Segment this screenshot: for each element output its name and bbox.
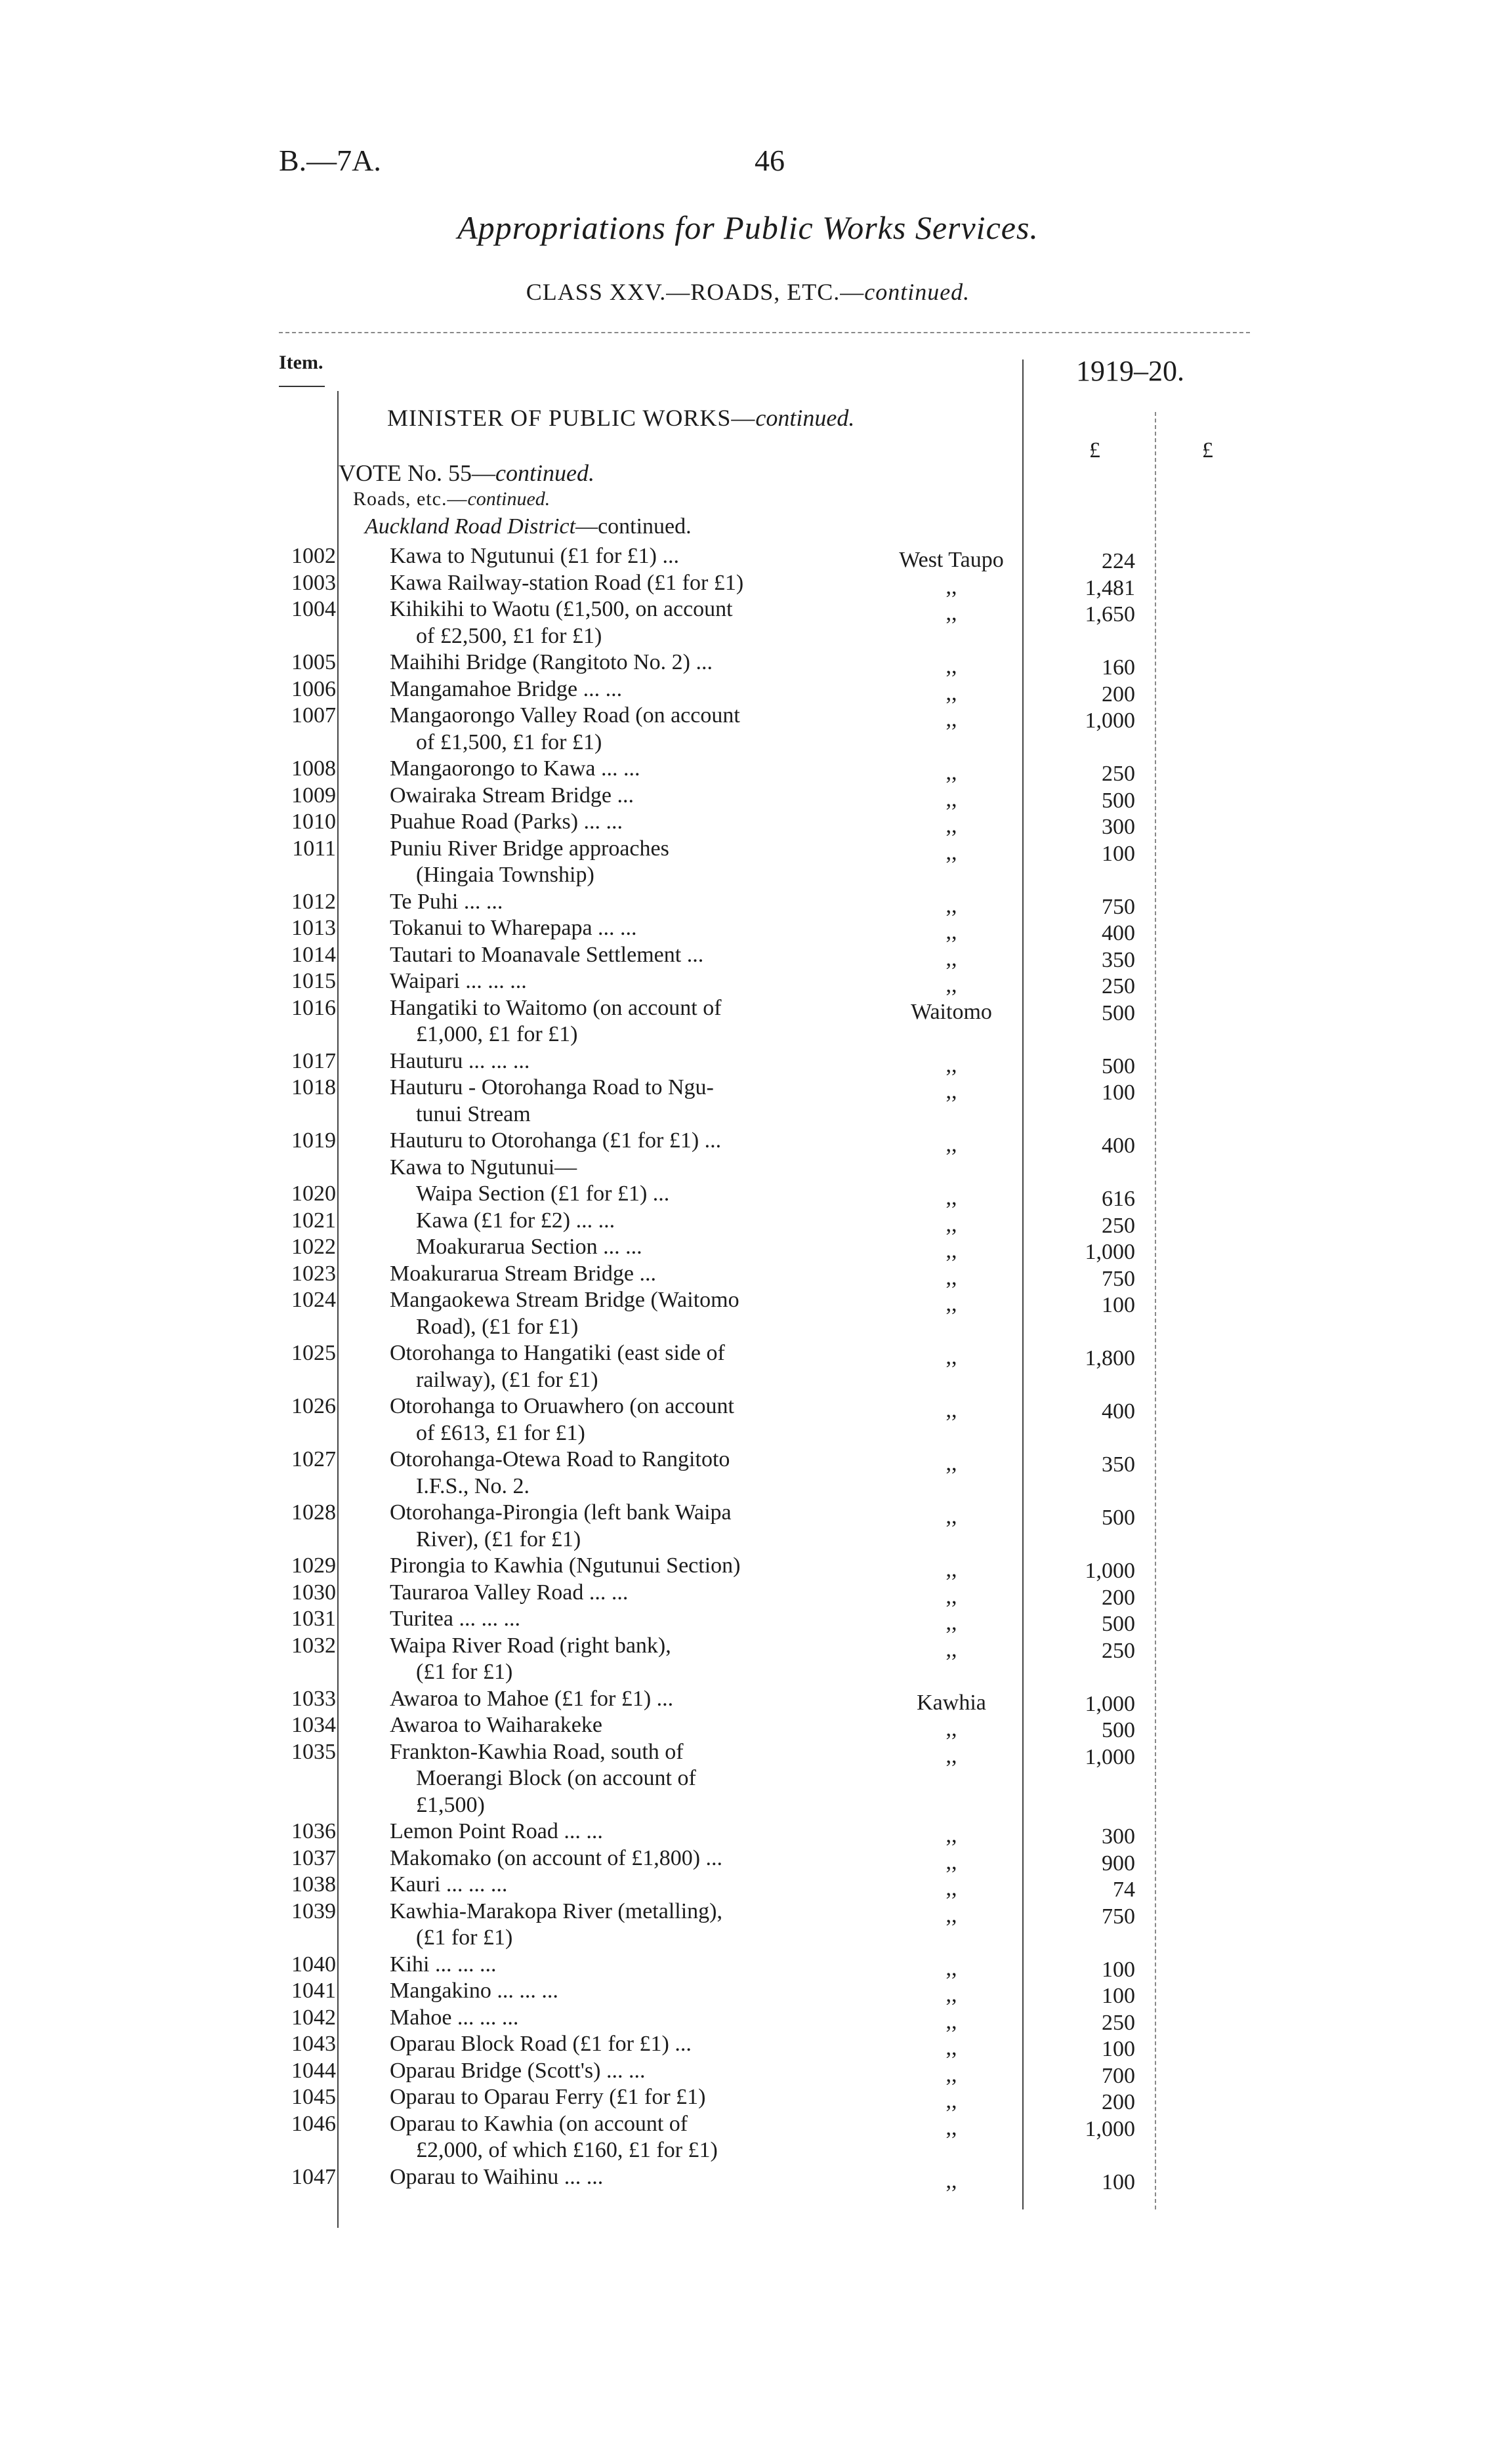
item-district: ,,: [945, 1265, 957, 1290]
item-description: Kauri ... ... ...: [390, 1872, 508, 1897]
item-number: 1039: [291, 1899, 336, 1923]
item-number: 1037: [291, 1845, 336, 1870]
item-district: ,,: [945, 1132, 957, 1157]
item-district: ,,: [945, 654, 957, 678]
item-description: Kihikihi to Waotu (£1,500, on account: [390, 597, 733, 621]
item-number: 1029: [291, 1553, 336, 1578]
item-description: Kawa to Ngutunui (£1 for £1) ...: [390, 544, 679, 568]
item-number: 1013: [291, 916, 336, 940]
item-district: ,,: [945, 760, 957, 785]
item-number: 1024: [291, 1288, 336, 1312]
item-description: Mangaorongo Valley Road (on account: [390, 703, 740, 728]
item-description: Oparau to Waihinu ... ...: [390, 2164, 604, 2189]
item-description-cont: of £1,500, £1 for £1): [416, 729, 602, 754]
item-description-cont: £2,000, of which £160, £1 for £1): [416, 2138, 718, 2162]
item-description: Kawa Railway-station Road (£1 for £1): [390, 570, 744, 595]
item-district: ,,: [945, 2009, 957, 2034]
item-amount: 74: [1113, 1878, 1135, 1902]
item-description-cont: (£1 for £1): [416, 1925, 513, 1950]
item-number: 1020: [291, 1181, 336, 1206]
item-amount: 900: [1102, 1851, 1135, 1876]
item-description: Awaroa to Waiharakeke: [390, 1713, 602, 1737]
roads-cont: continued.: [467, 488, 551, 510]
item-description: Mangamahoe Bridge ... ...: [390, 676, 623, 701]
item-number: 1035: [291, 1739, 336, 1764]
item-amount: 200: [1102, 2090, 1135, 2114]
item-amount: 1,000: [1085, 1744, 1135, 1769]
item-number: 1018: [291, 1075, 336, 1099]
item-number: 1017: [291, 1048, 336, 1073]
item-district: ,,: [945, 601, 957, 625]
item-description: Oparau to Oparau Ferry (£1 for £1): [390, 2085, 706, 2109]
item-amount: 750: [1102, 894, 1135, 919]
item-number: 1032: [291, 1633, 336, 1658]
item-district: ,,: [945, 1292, 957, 1316]
item-number: 1012: [291, 889, 336, 914]
item-number: 1003: [291, 570, 336, 595]
item-description: Hauturu to Otorohanga (£1 for £1) ...: [390, 1128, 722, 1153]
page-number: 46: [755, 144, 785, 177]
item-number: 1038: [291, 1872, 336, 1897]
item-amount: 500: [1102, 1718, 1135, 1742]
item-description-cont: I.F.S., No. 2.: [416, 1473, 530, 1498]
item-description-cont: Road), (£1 for £1): [416, 1314, 579, 1339]
item-amount: 250: [1102, 1213, 1135, 1238]
item-amount: 500: [1102, 1506, 1135, 1530]
item-amount: 1,481: [1085, 575, 1135, 600]
item-district: ,,: [945, 1584, 957, 1609]
item-district: ,,: [945, 2089, 957, 2113]
item-description: Maihihi Bridge (Rangitoto No. 2) ...: [390, 650, 713, 674]
item-amount: 224: [1102, 549, 1135, 573]
item-amount: 1,000: [1085, 1691, 1135, 1716]
item-number: 1007: [291, 703, 336, 728]
item-number: 1011: [292, 836, 336, 861]
item-amount: 500: [1102, 1000, 1135, 1025]
item-amount: 700: [1102, 2063, 1135, 2088]
item-number: 1028: [291, 1500, 336, 1525]
item-number: 1034: [291, 1713, 336, 1737]
roads-text: Roads, etc.—: [353, 488, 468, 510]
item-description: Lemon Point Road ... ...: [390, 1819, 603, 1843]
item-district: Waitomo: [911, 999, 992, 1024]
item-district: ,,: [945, 1079, 957, 1103]
item-district: ,,: [945, 787, 957, 811]
item-amount: 1,000: [1085, 2116, 1135, 2141]
district-cont: —continued.: [575, 514, 692, 539]
item-description-cont: of £2,500, £1 for £1): [416, 623, 602, 648]
item-amount: 200: [1102, 682, 1135, 707]
item-number: 1014: [291, 942, 336, 967]
item-district: ,,: [945, 1451, 957, 1475]
item-description: Mangakino ... ... ...: [390, 1979, 558, 2003]
item-number: 1006: [291, 676, 336, 701]
item-district: ,,: [945, 1717, 957, 1741]
item-number: 1019: [291, 1128, 336, 1153]
item-number: 1008: [291, 756, 336, 781]
item-description: Otorohanga to Oruawhero (on account: [390, 1394, 734, 1418]
item-district: ,,: [945, 1212, 957, 1237]
item-amount: 100: [1102, 1293, 1135, 1317]
item-district: ,,: [945, 1849, 957, 1874]
item-district: ,,: [945, 893, 957, 918]
vote-cont: continued.: [495, 460, 594, 486]
item-district: ,,: [945, 574, 957, 599]
item-number: 1010: [291, 810, 336, 834]
item-district: West Taupo: [899, 548, 1004, 572]
item-amount: 250: [1102, 974, 1135, 998]
item-description: Kawa to Ngutunui—: [390, 1155, 577, 1180]
item-description: Mangaokewa Stream Bridge (Waitomo: [390, 1288, 739, 1312]
item-description: Hauturu - Otorohanga Road to Ngu-: [390, 1075, 714, 1099]
item-description-cont: Moerangi Block (on account of: [416, 1766, 696, 1790]
item-district: ,,: [945, 946, 957, 971]
item-description: Otorohanga-Otewa Road to Rangitoto: [390, 1447, 730, 1471]
item-number: 1042: [291, 2005, 336, 2030]
item-district: ,,: [945, 680, 957, 705]
item-description: Pirongia to Kawhia (Ngutunui Section): [390, 1553, 741, 1578]
district-text: Auckland Road District: [365, 514, 576, 539]
item-number: 1016: [291, 995, 336, 1020]
item-description-cont: tunui Stream: [416, 1101, 531, 1126]
item-description-cont: (Hingaia Township): [416, 863, 594, 887]
item-district: ,,: [945, 1956, 957, 1981]
item-number: 1046: [291, 2111, 336, 2136]
item-number: 1025: [291, 1341, 336, 1365]
item-description: Mangaorongo to Kawa ... ...: [390, 756, 640, 781]
item-amount: 300: [1102, 1824, 1135, 1849]
item-description: Turitea ... ... ...: [390, 1607, 520, 1631]
item-number: 1021: [291, 1208, 336, 1233]
item-amount: 1,000: [1085, 1240, 1135, 1264]
item-district: ,,: [945, 707, 957, 731]
item-description-cont: railway), (£1 for £1): [416, 1367, 598, 1392]
item-district: ,,: [945, 1637, 957, 1662]
item-number: 1026: [291, 1394, 336, 1418]
item-amount: 1,000: [1085, 1559, 1135, 1583]
item-description-cont: (£1 for £1): [416, 1660, 513, 1684]
item-description: Tauraroa Valley Road ... ...: [390, 1580, 629, 1605]
item-description: Otorohanga to Hangatiki (east side of: [390, 1341, 725, 1365]
item-district: ,,: [945, 1823, 957, 1847]
item-amount: 616: [1102, 1187, 1135, 1211]
item-description: Oparau to Kawhia (on account of: [390, 2111, 688, 2136]
item-amount: 400: [1102, 921, 1135, 945]
item-amount: 500: [1102, 1054, 1135, 1078]
item-description: Moakurarua Stream Bridge ...: [390, 1261, 656, 1286]
item-amount: 500: [1102, 1612, 1135, 1636]
item-district: Kawhia: [917, 1690, 986, 1715]
item-amount: 350: [1102, 947, 1135, 972]
item-number: 1004: [291, 597, 336, 621]
item-amount: 200: [1102, 1585, 1135, 1610]
item-description: Makomako (on account of £1,800) ...: [390, 1845, 723, 1870]
item-amount: 1,650: [1085, 602, 1135, 626]
item-amount: 1,800: [1085, 1346, 1135, 1370]
year-header: 1919–20.: [1076, 355, 1184, 387]
item-amount: 100: [1102, 1080, 1135, 1105]
item-description: Moakurarua Section ... ...: [416, 1235, 642, 1259]
item-district: ,,: [945, 1876, 957, 1900]
item-description: Tautari to Moanavale Settlement ...: [390, 942, 704, 967]
item-district: ,,: [945, 1239, 957, 1263]
item-description: Puniu River Bridge approaches: [390, 836, 669, 861]
item-description: Te Puhi ... ...: [390, 889, 503, 914]
item-amount: 100: [1102, 841, 1135, 866]
class-heading-text: CLASS XXV.—ROADS, ETC.—: [526, 279, 865, 305]
item-description: Kihi ... ... ...: [390, 1952, 497, 1977]
item-district: ,,: [945, 2115, 957, 2140]
item-amount: 100: [1102, 1957, 1135, 1982]
item-description: Owairaka Stream Bridge ...: [390, 783, 634, 808]
minister-text: MINISTER OF PUBLIC WORKS—: [387, 405, 756, 431]
item-description: Kawhia-Marakopa River (metalling),: [390, 1899, 722, 1923]
item-description: Oparau Block Road (£1 for £1) ...: [390, 2032, 692, 2056]
item-description: Waipa River Road (right bank),: [390, 1633, 671, 1658]
item-district: ,,: [945, 1743, 957, 1768]
item-description-cont: of £613, £1 for £1): [416, 1420, 585, 1445]
item-amount: 250: [1102, 1638, 1135, 1663]
vote-text: VOTE No. 55—: [339, 460, 495, 486]
item-district: ,,: [945, 1902, 957, 1927]
item-description: Tokanui to Wharepapa ... ...: [390, 916, 637, 940]
item-district: ,,: [945, 1982, 957, 2007]
item-number: 1031: [291, 1607, 336, 1631]
item-description-cont: £1,000, £1 for £1): [416, 1022, 578, 1046]
item-number: 1009: [291, 783, 336, 808]
item-district: ,,: [945, 973, 957, 997]
item-number: 1044: [291, 2058, 336, 2083]
item-district: ,,: [945, 1398, 957, 1422]
item-district: ,,: [945, 1345, 957, 1369]
item-number: 1047: [291, 2164, 336, 2189]
item-description: Mahoe ... ... ...: [390, 2005, 519, 2030]
item-district: ,,: [945, 920, 957, 944]
item-number: 1023: [291, 1261, 336, 1286]
item-description: Awaroa to Mahoe (£1 for £1) ...: [390, 1686, 674, 1711]
item-amount: 100: [1102, 2169, 1135, 2194]
item-district: ,,: [945, 2062, 957, 2087]
item-amount: 100: [1102, 2037, 1135, 2061]
item-district: ,,: [945, 813, 957, 838]
item-district: ,,: [945, 2168, 957, 2193]
item-number: 1030: [291, 1580, 336, 1605]
item-column-header: Item.: [279, 352, 323, 373]
item-district: ,,: [945, 2036, 957, 2060]
item-district: ,,: [945, 1557, 957, 1582]
item-amount: 250: [1102, 762, 1135, 786]
item-number: 1005: [291, 650, 336, 674]
item-amount: 300: [1102, 815, 1135, 839]
item-amount: 160: [1102, 655, 1135, 680]
item-description-cont: River), (£1 for £1): [416, 1527, 581, 1551]
item-number: 1040: [291, 1952, 336, 1977]
item-number: 1002: [291, 544, 336, 568]
item-amount: 750: [1102, 1904, 1135, 1929]
item-description: Puahue Road (Parks) ... ...: [390, 810, 623, 834]
item-number: 1043: [291, 2032, 336, 2056]
item-district: ,,: [945, 1185, 957, 1210]
item-number: 1015: [291, 969, 336, 993]
item-number: 1033: [291, 1686, 336, 1711]
item-number: 1045: [291, 2085, 336, 2109]
item-amount: 400: [1102, 1134, 1135, 1158]
item-description-cont: £1,500): [416, 1792, 485, 1817]
item-amount: 100: [1102, 1984, 1135, 2008]
item-district: ,,: [945, 1052, 957, 1077]
item-district: ,,: [945, 1611, 957, 1635]
item-description: Oparau Bridge (Scott's) ... ...: [390, 2058, 646, 2083]
class-heading-cont: continued.: [864, 279, 970, 305]
item-amount: 250: [1102, 2010, 1135, 2035]
item-description: Waipari ... ... ...: [390, 969, 527, 993]
item-number: 1041: [291, 1979, 336, 2003]
item-description: Otorohanga-Pirongia (left bank Waipa: [390, 1500, 732, 1525]
item-amount: 350: [1102, 1452, 1135, 1477]
item-district: ,,: [945, 840, 957, 865]
item-number: 1022: [291, 1235, 336, 1259]
item-number: 1036: [291, 1819, 336, 1843]
minister-cont: continued.: [755, 405, 855, 431]
item-description: Hauturu ... ... ...: [390, 1048, 530, 1073]
page-title: Appropriations for Public Works Services.: [457, 209, 1039, 246]
pound-sign-col2: £: [1202, 438, 1213, 462]
item-description: Frankton-Kawhia Road, south of: [390, 1739, 684, 1764]
item-amount: 400: [1102, 1399, 1135, 1424]
page-ref: B.—7A.: [279, 144, 381, 177]
item-amount: 1,000: [1085, 708, 1135, 733]
pound-sign-col1: £: [1089, 438, 1100, 462]
item-amount: 500: [1102, 788, 1135, 813]
item-description: Kawa (£1 for £2) ... ...: [416, 1208, 615, 1233]
item-description: Waipa Section (£1 for £1) ...: [416, 1181, 670, 1206]
item-number: 1027: [291, 1447, 336, 1471]
item-description: Hangatiki to Waitomo (on account of: [390, 995, 722, 1020]
item-district: ,,: [945, 1504, 957, 1529]
item-amount: 750: [1102, 1266, 1135, 1291]
